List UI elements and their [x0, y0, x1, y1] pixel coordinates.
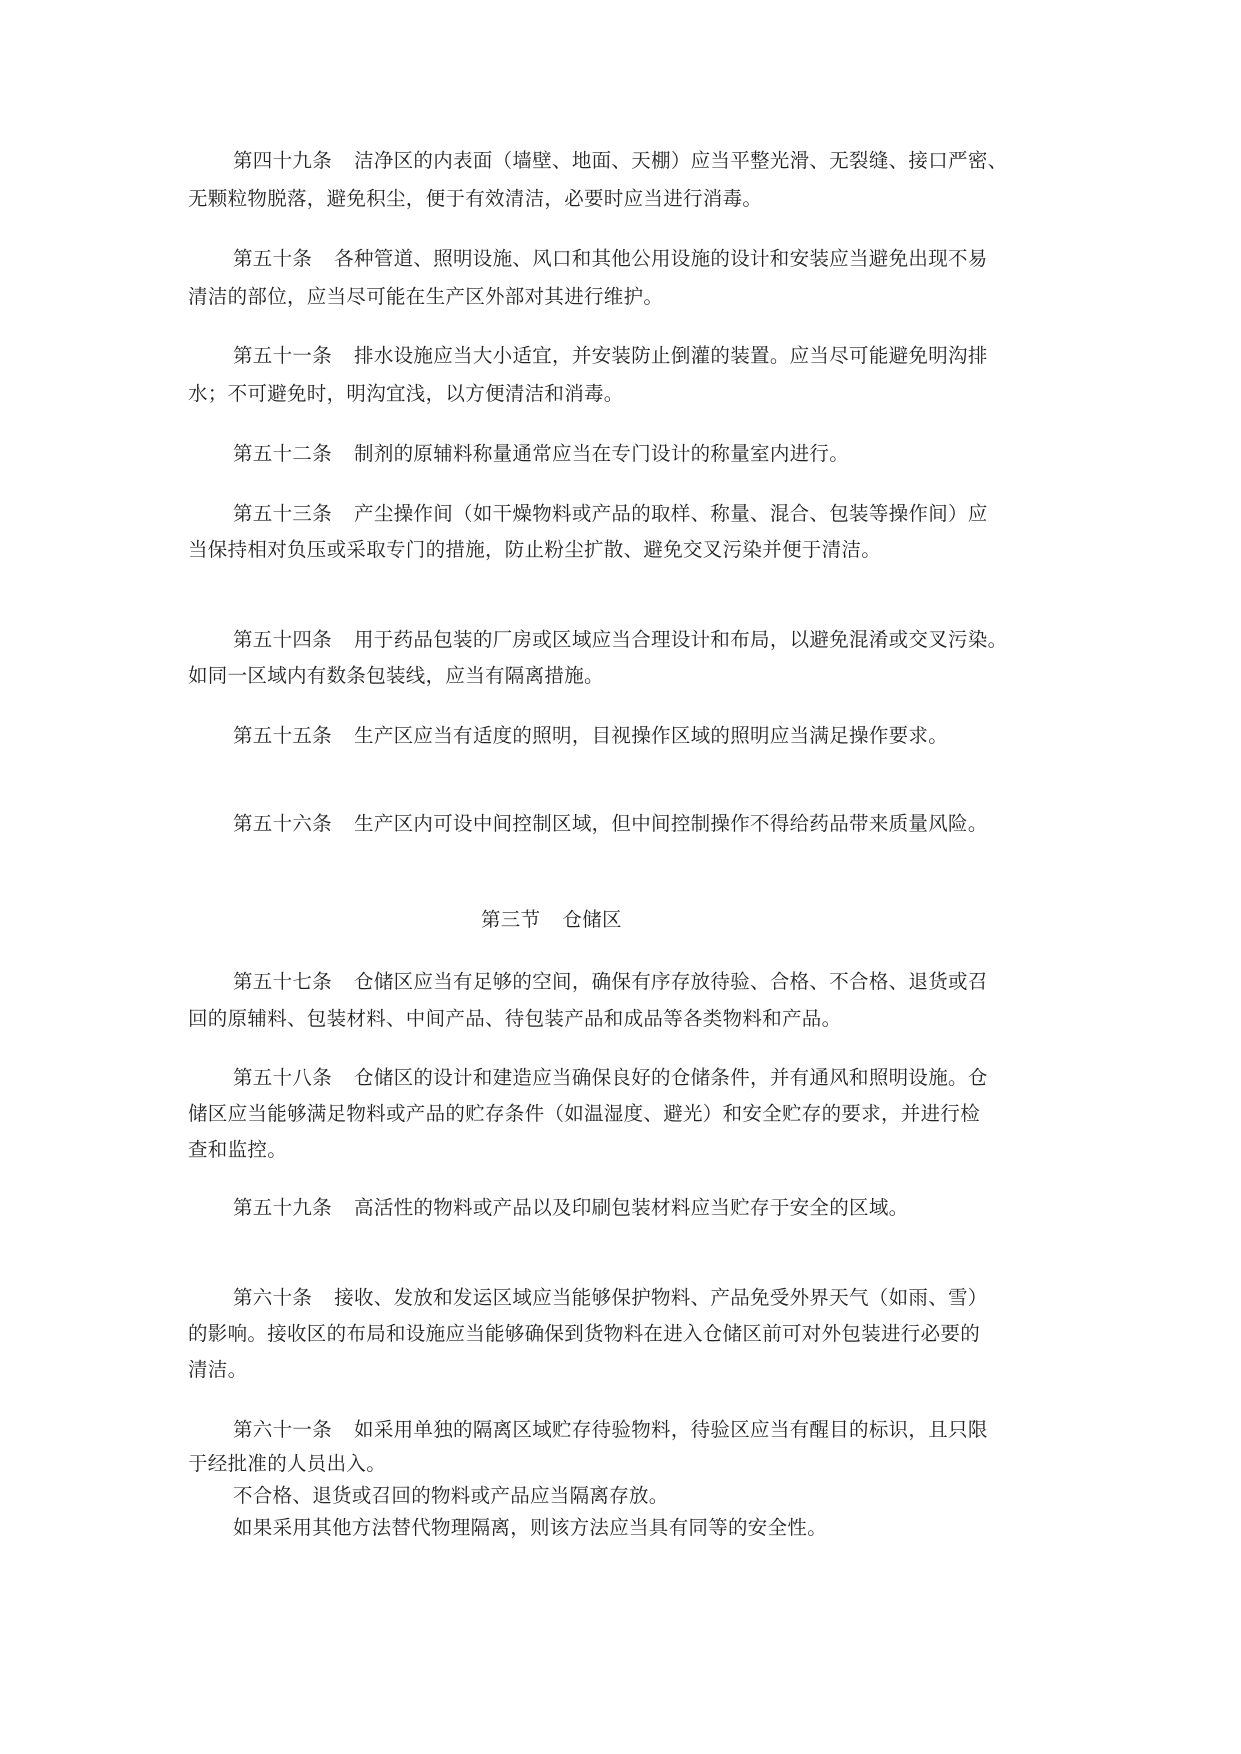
article-58-line-2: 储区应当能够满足物料或产品的贮存条件（如温湿度、避光）和安全贮存的要求，并进行检	[188, 1102, 981, 1125]
article-number: 第五十七条	[233, 970, 333, 993]
article-number: 第四十九条	[233, 149, 333, 172]
article-number: 第五十四条	[233, 628, 333, 651]
article-61-line-2: 于经批准的人员出入。	[188, 1452, 387, 1475]
article-number: 第五十六条	[233, 812, 333, 835]
article-number: 第五十一条	[233, 344, 333, 367]
article-51-line-2: 水；不可避免时，明沟宜浅，以方便清洁和消毒。	[188, 382, 624, 405]
article-number: 第五十九条	[233, 1196, 333, 1219]
article-number: 第五十五条	[233, 724, 333, 747]
article-59-line-1	[233, 1196, 908, 1220]
article-61-line-1	[233, 1418, 988, 1442]
article-58-line-1	[233, 1066, 988, 1090]
article-text: 用于药品包装的厂房或区域应当合理设计和布局，以避免混淆或交叉污染。	[354, 628, 1008, 651]
article-54-line-1	[233, 628, 1007, 652]
article-text: 产尘操作间（如干燥物料或产品的取样、称量、混合、包装等操作间）应	[354, 502, 988, 525]
article-text: 排水设施应当大小适宜，并安装防止倒灌的装置。应当尽可能避免明沟排	[354, 344, 988, 367]
article-49-line-1	[233, 149, 1007, 173]
article-52-line-1	[233, 442, 849, 466]
article-number: 第五十三条	[233, 502, 333, 525]
article-58-line-3: 查和监控。	[188, 1138, 288, 1161]
article-60-line-1	[233, 1286, 988, 1310]
article-number: 第五十八条	[233, 1066, 333, 1089]
article-text: 洁净区的内表面（墙壁、地面、天棚）应当平整光滑、无裂缝、接口严密、	[354, 149, 1008, 172]
section-title: 仓储区	[562, 908, 622, 931]
article-number: 第六十条	[233, 1286, 313, 1309]
article-53-line-2: 当保持相对负压或采取专门的措施，防止粉尘扩散、避免交叉污染并便于清洁。	[188, 538, 882, 561]
article-text: 如采用单独的隔离区域贮存待验物料，待验区应当有醒目的标识，且只限	[354, 1418, 988, 1441]
article-number: 第五十二条	[233, 442, 333, 465]
article-57-line-2: 回的原辅料、包装材料、中间产品、待包装产品和成品等各类物料和产品。	[188, 1007, 842, 1030]
article-number: 第六十一条	[233, 1418, 333, 1441]
article-text: 制剂的原辅料称量通常应当在专门设计的称量室内进行。	[354, 442, 850, 465]
article-text: 仓储区的设计和建造应当确保良好的仓储条件，并有通风和照明设施。仓	[354, 1066, 988, 1089]
article-number: 第五十条	[233, 247, 313, 270]
article-50-line-1	[233, 247, 988, 271]
article-49-line-2: 无颗粒物脱落，避免积尘，便于有效清洁，必要时应当进行消毒。	[188, 187, 763, 210]
article-text: 生产区应当有适度的照明，目视操作区域的照明应当满足操作要求。	[354, 724, 949, 747]
section-number: 第三节	[481, 908, 541, 931]
article-60-line-3: 清洁。	[188, 1358, 248, 1381]
article-55-line-1	[233, 724, 948, 748]
article-text: 仓储区应当有足够的空间，确保有序存放待验、合格、不合格、退货或召	[354, 970, 988, 993]
article-60-line-2: 的影响。接收区的布局和设施应当能够确保到货物料在进入仓储区前可对外包装进行必要的	[188, 1322, 981, 1345]
article-57-line-1	[233, 970, 988, 994]
article-61-paragraph-1: 不合格、退货或召回的物料或产品应当隔离存放。	[233, 1484, 669, 1507]
article-61-paragraph-2: 如果采用其他方法替代物理隔离，则该方法应当具有同等的安全性。	[233, 1516, 828, 1539]
article-51-line-1	[233, 344, 988, 368]
section-heading	[481, 908, 622, 932]
article-54-line-2: 如同一区域内有数条包装线，应当有隔离措施。	[188, 664, 604, 687]
article-50-line-2: 清洁的部位，应当尽可能在生产区外部对其进行维护。	[188, 285, 664, 308]
article-text: 高活性的物料或产品以及印刷包装材料应当贮存于安全的区域。	[354, 1196, 909, 1219]
article-53-line-1	[233, 502, 988, 526]
article-text: 生产区内可设中间控制区域，但中间控制操作不得给药品带来质量风险。	[354, 812, 988, 835]
article-56-line-1	[233, 812, 988, 836]
article-text: 各种管道、照明设施、风口和其他公用设施的设计和安装应当避免出现不易	[334, 247, 988, 270]
article-text: 接收、发放和发运区域应当能够保护物料、产品免受外界天气（如雨、雪）	[334, 1286, 988, 1309]
